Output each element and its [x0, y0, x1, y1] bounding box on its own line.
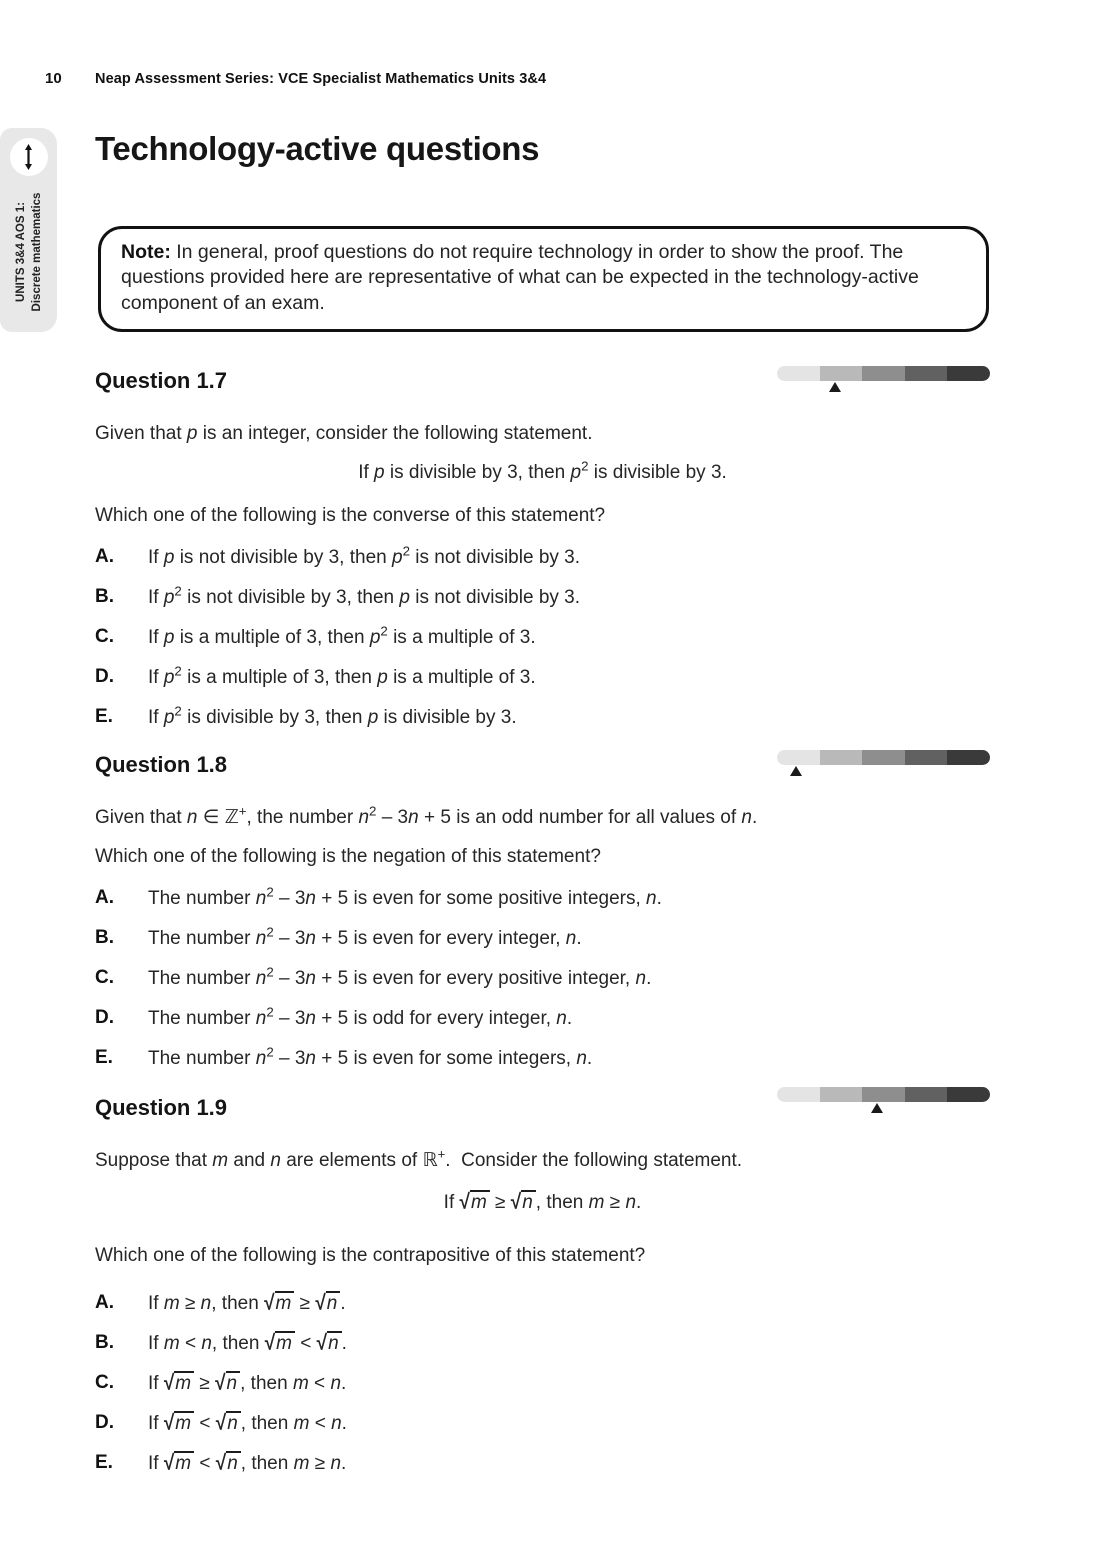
difficulty-segment: [862, 750, 905, 765]
option-d: [95, 1403, 990, 1443]
question-header-row: [95, 368, 990, 398]
question-header-row: [95, 752, 990, 782]
difficulty-segment: [777, 1087, 820, 1102]
option-letter: D.: [95, 666, 114, 687]
difficulty-segment: [862, 366, 905, 381]
difficulty-segment: [862, 1087, 905, 1102]
question-statement: If p is divisible by 3, then $p^2$ is divisible by 3.: [358, 458, 727, 483]
difficulty-segment: [947, 750, 990, 765]
difficulty-segment: [905, 750, 948, 765]
question-intro: Given that p is an integer, consider the following statement.: [95, 423, 593, 444]
section-tab-line2: Discrete mathematics: [30, 192, 43, 312]
difficulty-segment: [777, 366, 820, 381]
question-prompt: Which one of the following is the contrapositive of this statement?: [95, 1245, 646, 1266]
question-intro: Given that n ∈ ℤ+, the number $n^2 - 3n + 5$ is an odd number for all values of n.: [95, 803, 758, 828]
option-text: If √m ≥ √n , then m < n.: [148, 1371, 347, 1396]
option-letter: A.: [95, 1292, 114, 1313]
difficulty-marker: [829, 382, 841, 392]
option-d: [95, 657, 990, 697]
section-tab-label: [12, 193, 44, 312]
option-e: [95, 697, 990, 737]
question-1-9: [95, 1095, 990, 1483]
option-c: [95, 617, 990, 657]
option-text: The number $n^2 - 3n + 5$ is even for every positive integer, n.: [148, 964, 652, 989]
question-prompt: Which one of the following is the negation of this statement?: [95, 846, 601, 867]
option-e: [95, 1443, 990, 1483]
option-b: [95, 1323, 990, 1363]
option-text: If p is a multiple of 3, then $p^2$ is a multiple of 3.: [148, 623, 536, 648]
option-text: If p is not divisible by 3, then $p^2$ is not divisible by 3.: [148, 543, 581, 568]
option-text: The number $n^2 - 3n + 5$ is even for every integer, n.: [148, 924, 582, 949]
question-header-row: [95, 1095, 990, 1125]
option-letter: C.: [95, 967, 114, 988]
options-list: [95, 537, 990, 737]
option-e: [95, 1038, 990, 1078]
question-intro: Suppose that m and n are elements of ℝ+. Consider the following statement.: [95, 1146, 743, 1171]
difficulty-segment: [905, 366, 948, 381]
question-heading: Question 1.7: [95, 368, 228, 393]
option-letter: B.: [95, 586, 114, 607]
difficulty-segment: [777, 750, 820, 765]
options-list: [95, 878, 990, 1078]
section-tab: [0, 128, 57, 332]
option-d: [95, 998, 990, 1038]
option-a: [95, 1283, 990, 1323]
running-header-title: Neap Assessment Series: VCE Specialist Mathematics Units 3&4: [95, 71, 547, 87]
option-letter: B.: [95, 1332, 114, 1353]
options-list: [95, 1283, 990, 1483]
option-text: If m ≥ n, then √m ≥ √n .: [148, 1291, 346, 1316]
option-letter: D.: [95, 1007, 114, 1028]
option-c: [95, 958, 990, 998]
difficulty-bar: [777, 366, 990, 381]
difficulty-segment: [947, 366, 990, 381]
difficulty-segment: [820, 1087, 863, 1102]
option-letter: A.: [95, 887, 114, 908]
option-text: If m < n, then √m < √n .: [148, 1331, 347, 1356]
difficulty-bar: [777, 750, 990, 765]
difficulty-indicator: [777, 750, 990, 765]
difficulty-segment: [820, 750, 863, 765]
note-text: In general, proof questions do not require technology in order to show the proof. The questions provided here are representative of what can be expected in the technology-active component of an exam.: [121, 241, 919, 314]
option-letter: D.: [95, 1412, 114, 1433]
page-number: 10: [45, 70, 62, 87]
difficulty-segment: [820, 366, 863, 381]
question-heading: Question 1.8: [95, 752, 228, 777]
option-text: If $p^2$ is not divisible by 3, then p is not divisible by 3.: [148, 583, 581, 608]
question-statement: If √m ≥ √n , then m ≥ n.: [443, 1190, 642, 1215]
question-prompt: Which one of the following is the converse of this statement?: [95, 505, 606, 526]
note-box: [98, 226, 989, 332]
difficulty-bar: [777, 1087, 990, 1102]
option-letter: B.: [95, 927, 114, 948]
option-text: If $p^2$ is a multiple of 3, then p is a multiple of 3.: [148, 663, 536, 688]
option-text: If $p^2$ is divisible by 3, then p is divisible by 3.: [148, 703, 517, 728]
option-text: If √m < √n , then m < n.: [148, 1411, 347, 1436]
option-letter: E.: [95, 1452, 113, 1473]
section-tab-line1: UNITS 3&4 AOS 1:: [14, 202, 27, 302]
question-heading: Question 1.9: [95, 1095, 228, 1120]
option-c: [95, 1363, 990, 1403]
option-letter: E.: [95, 1047, 113, 1068]
difficulty-indicator: [777, 1087, 990, 1102]
difficulty-indicator: [777, 366, 990, 381]
note-label: Note:: [121, 241, 171, 263]
difficulty-marker: [790, 766, 802, 776]
option-text: If √m < √n , then m ≥ n.: [148, 1451, 347, 1476]
page-title: Technology-active questions: [95, 130, 540, 167]
option-letter: C.: [95, 1372, 114, 1393]
difficulty-segment: [905, 1087, 948, 1102]
question-1-8: [95, 752, 990, 1078]
option-a: [95, 878, 990, 918]
running-header: [45, 70, 546, 87]
option-text: The number $n^2 - 3n + 5$ is even for some integers, n.: [148, 1044, 593, 1069]
option-letter: A.: [95, 546, 114, 567]
question-1-7: [95, 368, 990, 737]
difficulty-segment: [947, 1087, 990, 1102]
option-text: The number $n^2 - 3n + 5$ is even for some positive integers, n.: [148, 884, 662, 909]
option-text: The number $n^2 - 3n + 5$ is odd for every integer, n.: [148, 1004, 573, 1029]
option-b: [95, 577, 990, 617]
option-letter: C.: [95, 626, 114, 647]
option-b: [95, 918, 990, 958]
difficulty-marker: [871, 1103, 883, 1113]
option-letter: E.: [95, 706, 113, 727]
pen-vertical-arrow-icon: [10, 138, 48, 176]
option-a: [95, 537, 990, 577]
